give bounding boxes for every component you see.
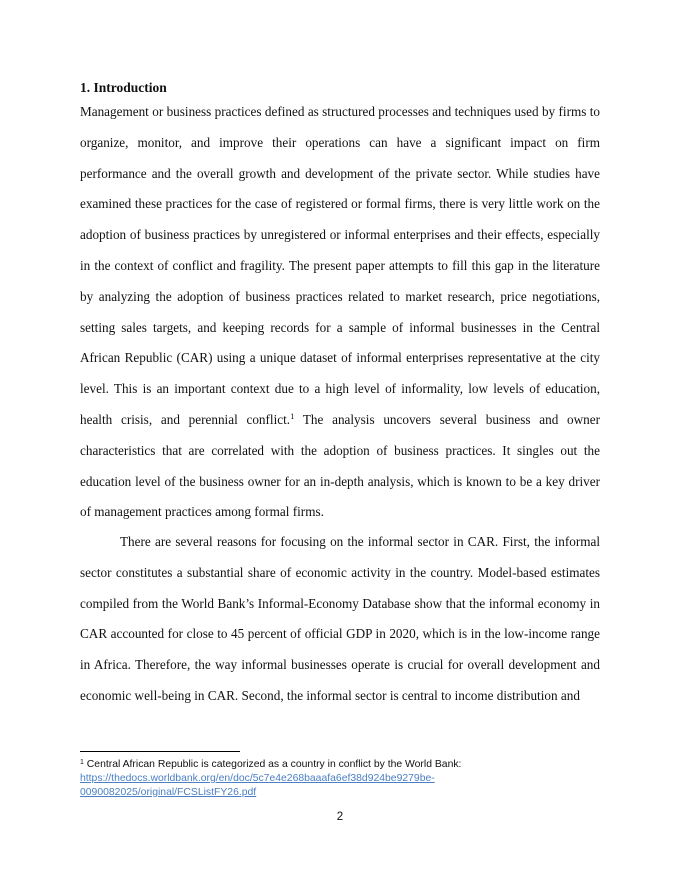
footnote <box>80 758 600 800</box>
section-heading: 1. Introduction <box>80 80 167 95</box>
footnote-link-part2[interactable]: 0090082025/original/FCSListFY26.pdf <box>80 787 257 798</box>
footnote-reference[interactable]: 1 <box>290 410 295 421</box>
footnote-link-line <box>80 786 600 800</box>
footnote-line <box>80 758 600 772</box>
paragraph-informal-sector: There are several reasons for focusing on the informal sector in CAR. First, the informal sector constitutes a substantial share of economic activity in the country. Model-based estimates compiled from the World Bank’s Informal-Economy Database show that the informal economy in CAR accounted for close to 45 percent of official GDP in 2020, which is in the low-income range in Africa. Therefore, the way informal businesses operate is crucial for overall development and economic well-being in CAR. Second, the informal sector is central to income distribution and <box>80 534 600 703</box>
paragraph-intro-text-cont: The analysis uncovers several business and owner characteristics that are correlated with the adoption of business practices. It singles out the education level of the business owner for an in-depth analysis, which is known to be a key driver of management practices among formal firms. <box>80 411 600 520</box>
paragraph-intro <box>80 97 600 528</box>
footnote-mark: 1 <box>80 759 84 766</box>
footnote-link-line <box>80 772 600 786</box>
footnote-text: Central African Republic is categorized as a country in conflict by the World Bank: <box>83 759 462 770</box>
footnote-separator <box>80 751 240 752</box>
paragraph-intro-text: Management or business practices defined as structured processes and techniques used by firms to organize, monitor, and improve their operations can have a significant impact on firm performance and the overall growth and development of the private sector. While studies have examined these practices for the case of registered or formal firms, there is very little work on the adoption of business practices by unregistered or informal enterprises and their effects, especially in the context of conflict and fragility. The present paper attempts to fill this gap in the literature by analyzing the adoption of business practices related to market research, price negotiations, setting sales targets, and keeping records for a sample of informal businesses in the Central African Republic (CAR) using a unique dataset of informal enterprises representative at the city level. This is an important context due to a high level of informality, low levels of education, health crisis, and perennial conflict. <box>80 104 600 427</box>
page-number: 2 <box>336 811 344 823</box>
footnote-link-part1[interactable]: https://thedocs.worldbank.org/en/doc/5c7e4e268baaafa6ef38d924be9279be- <box>80 773 435 784</box>
